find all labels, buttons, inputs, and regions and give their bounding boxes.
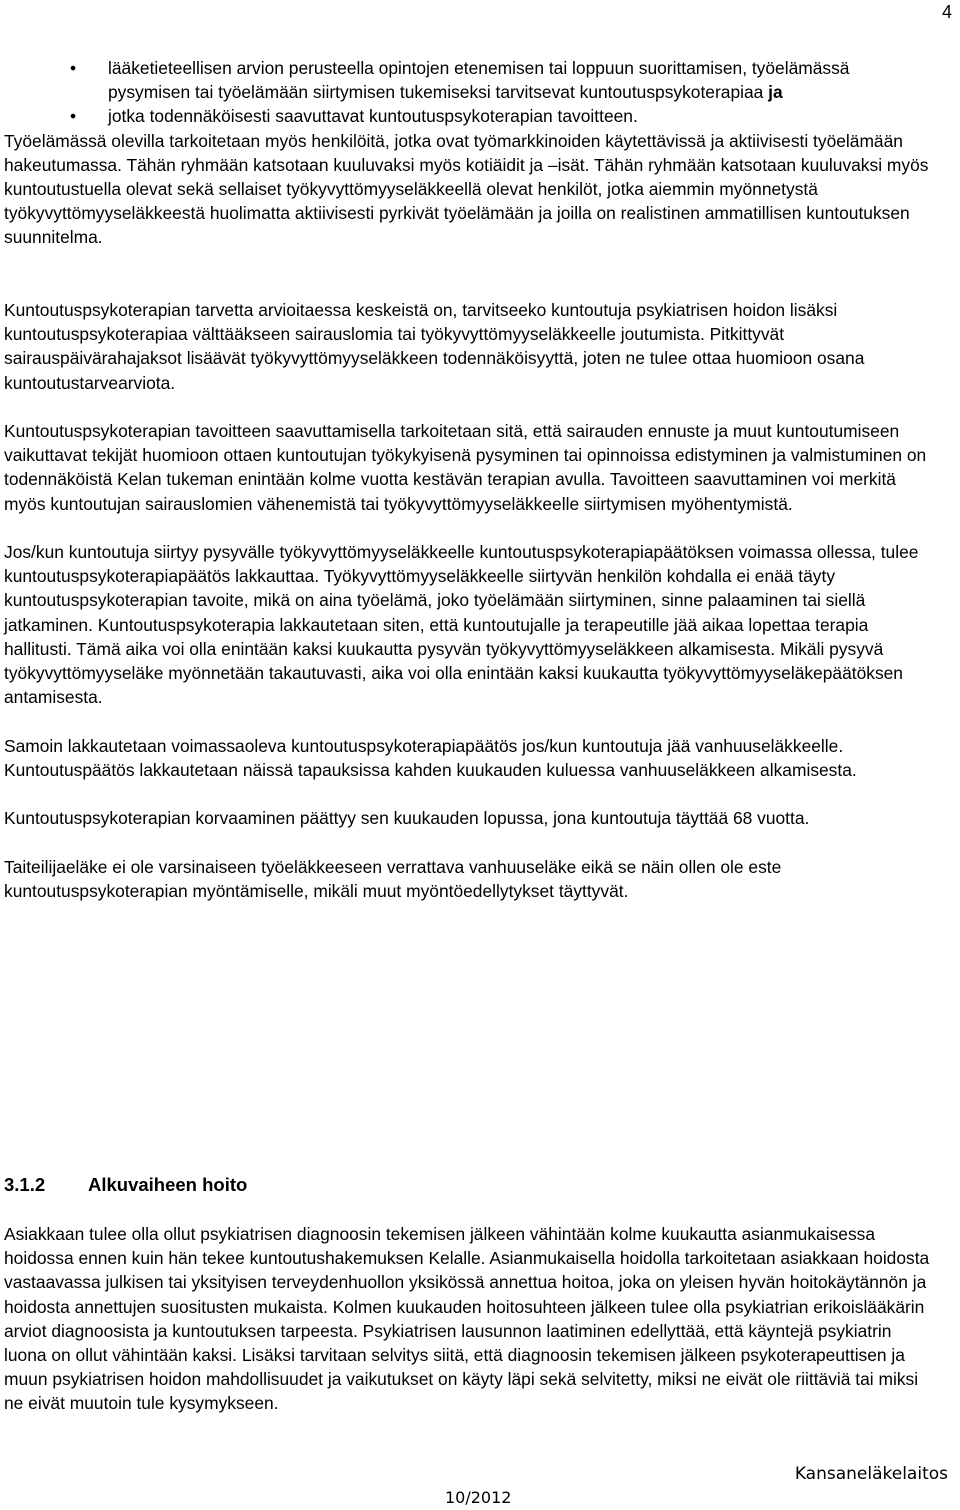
paragraph: Samoin lakkautetaan voimassaoleva kuntoutuspsykoterapiapäätös jos/kun kuntoutuja jää vanhuuseläkkeelle. Kuntoutuspäätös lakkautetaan näissä tapauksissa kahden kuukauden kuluessa vanhuuseläkkeen alkamisesta.: [4, 735, 857, 780]
paragraph: Jos/kun kuntoutuja siirtyy pysyvälle työkyvyttömyyseläkkeelle kuntoutuspsykoterapiapäätöksen voimassa ollessa, tulee kuntoutuspsykoterapiapäätös lakkauttaa. Työkyvyttömyyseläkkeelle siirtyvän henkilön kohdalla ei enää täyty kuntoutuspsykoterapian tavoite, mikä on aina työelämä, joko työelämään siirtyminen, sinne palaaminen tai siellä jatkaminen. Kuntoutuspsykoterapia lakkautetaan siten, että kuntoutujalle ja terapeutille jää aikaa lopettaa terapia hallitusti. Tämä aika voi olla enintään kaksi kuukautta pysyvän työkyvyttömyyseläkkeen alkamisesta. Mikäli pysyvä työkyvyttömyyseläke myönnetään takautuvasti, aika voi olla enintään kaksi kuukautta työkyvyttömyyseläkepäätöksen antamisesta.: [4, 542, 919, 708]
paragraph: Kuntoutuspsykoterapian tarvetta arvioitaessa keskeistä on, tarvitseeko kuntoutuja psykiatrisen hoidon lisäksi kuntoutuspsykoterapiaa välttääkseen sairauslomia tai työkyvyttömyyseläkkeelle joutumista. Pitkittyvät sairauspäivärahajaksot lisäävät työkyvyttömyyseläkkeen todennäköisyyttä, joten ne tulee ottaa huomioon osana kuntoutustarvearviota.: [4, 300, 865, 393]
paragraph: Asiakkaan tulee olla ollut psykiatrisen diagnoosin tekemisen jälkeen vähintään kolme kuukautta asianmukaisessa hoidossa ennen kuin hän tekee kuntoutushakemuksen Kelalle. Asianmukaisella hoidolla tarkoitetaan asiakkaan hoidosta vastaavassa julkisen tai yksityisen terveydenhuollon yksikössä annettua hoitoa, joka on yleisen hyvän hoitokäytännön ja hoidosta annettujen suositusten mukaista. Kolmen kuukauden hoitosuhteen jälkeen tulee olla psykiatrian erikoislääkärin arviot diagnoosista ja kuntoutuksen tarpeesta. Psykiatrisen lausunnon laatiminen edellyttää, että käyntejä psykiatrin luona on ollut vähintään kaksi. Lisäksi tarvitaan selvitys siitä, että diagnoosin tekemisen jälkeen psykoterapeuttisen ja muun psykiatrisen hoidon mahdollisuudet ja vaikutukset on käyty läpi sekä selvitetty, miksi ne eivät ole riittäviä tai miksi ne eivät muutoin tule kysymykseen.: [4, 1224, 930, 1414]
page-number: 4: [941, 2, 952, 22]
paragraph: Taiteilijaeläke ei ole varsinaiseen työeläkkeeseen verrattava vanhuuseläke eikä se näin ollen ole este kuntoutuspsykoterapian myöntämiselle, mikäli muut myöntöedellytykset täyttyvät.: [4, 856, 782, 901]
section-title: Alkuvaiheen hoito: [88, 1174, 248, 1195]
paragraph: Työelämässä olevilla tarkoitetaan myös henkilöitä, jotka ovat työmarkkinoiden käytettävissä ja aktiivisesti työelämään hakeutumassa. Tähän ryhmään katsotaan kuuluvaksi myös kotiäidit ja –isät. Tähän ryhmään katsotaan kuuluvaksi myös kuntoutustuella olevat sekä sellaiset työkyvyttömyyseläkkeellä olevat henkilöt, jotka aiemmin myönnetystä työkyvyttömyyseläkkeestä huolimatta aktiivisesti pyrkivät työelämään ja joilla on realistinen ammatillisen kuntoutuksen suunnitelma.: [4, 130, 929, 248]
footer-brand: Kansaneläkelaitos: [794, 1464, 948, 1484]
section-heading: [4, 1174, 247, 1196]
bullet-list: [4, 56, 930, 129]
paragraph: Kuntoutuspsykoterapian korvaaminen päättyy sen kuukauden lopussa, jona kuntoutuja täyttää 68 vuotta.: [4, 808, 810, 829]
section-body: [4, 1222, 930, 1416]
paragraph: Kuntoutuspsykoterapian tavoitteen saavuttamisella tarkoitetaan sitä, että sairauden ennuste ja muut kuntoutumiseen vaikuttavat tekijät huomioon ottaen kuntoutujan työkykyisenä pysyminen tai opinnoissa edistyminen ja valmistuminen on todennäköistä Kelan tukeman enintään kolme vuotta kestävän terapian avulla. Tavoitteen saavuttaminen voi merkitä myös kuntoutujan sairauslomien vähenemistä tai työkyvyttömyyseläkkeelle siirtymisen myöhentymistä.: [4, 421, 927, 514]
bullet-item: [4, 56, 930, 104]
bullet-text: jotka todennäköisesti saavuttavat kuntoutuspsykoterapian tavoitteen.: [108, 106, 638, 127]
document-body: [4, 56, 930, 903]
section-number: 3.1.2: [4, 1174, 46, 1195]
bullet-bold-conjunction: ja: [768, 82, 783, 103]
footer-date: 10/2012: [445, 1488, 512, 1507]
bullet-item: [4, 104, 930, 128]
bullet-text: lääketieteellisen arvion perusteella opintojen etenemisen tai loppuun suorittamisen, työelämässä pysymisen tai työelämään siirtymisen tukemiseksi tarvitsevat kuntoutuspsykoterapiaa: [108, 58, 850, 103]
